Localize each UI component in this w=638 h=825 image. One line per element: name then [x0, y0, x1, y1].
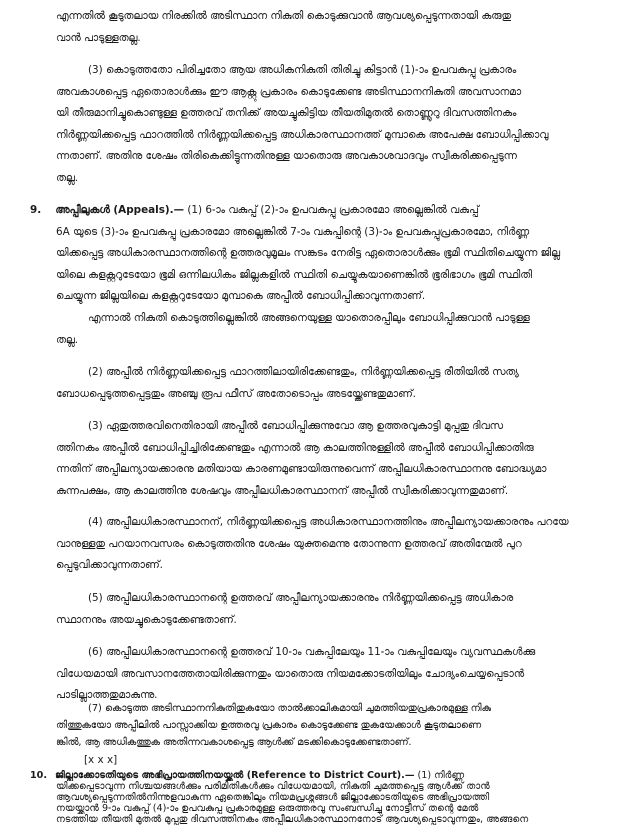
text-line: (2) അപ്പീൽ നിർണ്ണയിക്കപ്പെട്ട ഫാറത്തിലായിരിക്കേണ്ടതും, നിർണ്ണയിക്കപ്പെട്ട രീതിയിൽ സത്യ — [88, 366, 519, 378]
section-number: 10. — [30, 770, 47, 781]
text-line — [30, 770, 592, 781]
text-line: യി തീരുമാനിച്ചുകൊണ്ടുള്ള ഉത്തരവ് തനിക്ക് അയച്ചുകിട്ടിയ തീയതിമുതൽ തൊണ്ണൂറു ദിവസത്തിനകം — [56, 107, 517, 119]
text-line: യിക്കപ്പെട്ട അധികാരസ്ഥാനത്തിന്റെ ഉത്തരവുമൂലം സങ്കടം നേരിട്ട ഏതൊരാൾക്കും ഭൂമി സ്ഥിതിചെയ്യുന്ന ജില്ല — [56, 247, 561, 259]
text-line: (6) അപ്പീലധികാരസ്ഥാനന്റെ ഉത്തരവ് 10-ാം വകുപ്പിലേയും 11-ാം വകുപ്പിലേയും വ്യവസ്ഥകൾക്കു — [88, 646, 536, 658]
text-line: അവകാശപ്പെട്ട ഏതൊരാൾക്കും ഈ ആക്റ്റു പ്രകാരം കൊടുക്കേണ്ട അടിസ്ഥാനനികുതി അവസാനമാ — [56, 85, 522, 98]
text-line: യിലെ കളക്റ്ററുടേയോ ഭൂമി ഒന്നിലധികം ജില്ലകളിൽ സ്ഥിതി ചെയ്യുകയാണെങ്കിൽ ഭൂരിഭാഗം ഭൂമി സ്ഥിതി — [56, 268, 533, 281]
subsection-9-2 — [56, 362, 592, 405]
omission-marker — [84, 752, 204, 768]
subsection-9-6 — [56, 642, 592, 707]
text-line: ചെയ്യുന്ന ജില്ലയിലെ കളക്റ്ററുടേയോ മുമ്പാകെ അപ്പീൽ ബോധിപ്പിക്കാവുന്നതാണ്. — [56, 290, 426, 302]
text-line: കുന്നപക്ഷം, ആ കാലത്തിനു ശേഷവും അപ്പീലധികാരസ്ഥാനന് അപ്പീൽ സ്വീകരിക്കാവുന്നതുമാണ്. — [56, 484, 509, 497]
text-line: സ്ഥാനനും അയച്ചുകൊടുക്കേണ്ടതാണ്. — [56, 613, 237, 626]
text-line: ന്നതാണ്. അതിനു ശേഷം തിരികെക്കിട്ടുന്നതിനുള്ള യാതൊരു അവകാശവാദവും സ്വീകരിക്കപ്പെടുന്ന — [56, 150, 517, 162]
section-heading: ജില്ലാക്കോടതിയുടെ അഭിപ്രായത്തിനയയ്ക്കൽ (Reference to District Court).— — [55, 770, 415, 781]
text-span: (1) 6-ാം വകുപ്പ് (2)-ാം ഉപവകുപ്പു പ്രകാരമോ അല്ലെങ്കിൽ വകുപ്പ് — [187, 204, 479, 216]
subsection-9-4 — [56, 512, 592, 577]
text-line: തിത്തുകയോ അപ്പീലിൽ പാസ്സാക്കിയ ഉത്തരവു പ്രകാരം കൊടുക്കേണ്ട തുകയേക്കാൾ കൂടുതലാണെ — [56, 720, 481, 731]
subsection-9-7 — [56, 700, 592, 751]
text-line: തല്ല. — [56, 171, 79, 184]
text-line — [30, 200, 592, 222]
text-line: പാടില്ലാത്തതുമാകുന്നു. — [56, 689, 158, 701]
text-line: എന്നതിൽ കൂടുതലായ നിരക്കിൽ അടിസ്ഥാന നികുതി കൊടുക്കുവാൻ ആവശ്യപ്പെടുന്നതായി കരുതു — [56, 10, 512, 22]
section-number: 9. — [30, 204, 42, 216]
text-line: (4) അപ്പീലധികാരസ്ഥാനന്, നിർണ്ണയിക്കപ്പെട്ട അധികാരസ്ഥാനത്തിനും അപ്പീലന്യായക്കാരനും പറയേ — [88, 516, 569, 528]
text-line: ന്നതിന് അപ്പീലന്യായക്കാരനു മതിയായ കാരണമുണ്ടായിരുന്നുവെന്ന് അപ്പീലധികാരസ്ഥാനനു ബോദ്ധ്യമാ — [56, 463, 547, 475]
paragraph-continuation — [56, 6, 592, 49]
text-line: (5) അപ്പീലധികാരസ്ഥാനന്റെ ഉത്തരവ് അപ്പീലന്യായക്കാരനും നിർണ്ണയിക്കപ്പെട്ട അധികാര — [88, 592, 514, 604]
text-line: ത്തിനകം അപ്പീൽ ബോധിപ്പിച്ചിരിക്കേണ്ടതും എന്നാൽ ആ കാലത്തിനുള്ളിൽ അപ്പീൽ ബോധിപ്പിക്കാതിരു — [56, 441, 534, 454]
text-line: എന്നാൽ നികുതി കൊടുത്തില്ലെങ്കിൽ അങ്ങനെയുള്ള യാതൊരപ്പീലും ബോധിപ്പിക്കുവാൻ പാടുള്ള — [88, 312, 530, 324]
text-line: വാനുള്ളതു പറയാനവസരം കൊടുത്തതിനു ശേഷം യുക്തമെന്നു തോന്നുന്ന ഉത്തരവ് അതിന്മേൽ പുറ — [56, 537, 522, 550]
text-line: (7) കൊടുത്ത അടിസ്ഥാനനികുതിതുകയോ താൽക്കാലികമായി ചുമത്തിയതുപ്രകാരമുള്ള നികു — [88, 703, 491, 714]
subsection-9-5 — [56, 588, 592, 631]
text-line: ആവശ്യപ്പെടുന്നതിൽനിന്നുളവാകുന്ന ഏതെങ്കിലും നിയമപ്രശ്നങ്ങൾ ജില്ലാക്കോടതിയുടെ അഭിപ്രായത്തി — [56, 792, 490, 803]
text-line: തല്ല. — [56, 333, 79, 346]
text-line: യിക്കപ്പെടാവുന്ന നിശ്ചയങ്ങൾക്കും പരിമിതികൾക്കും വിധേയമായി, നികുതി ചുമത്തപ്പെട്ട ആൾക്ക് താൻ — [56, 781, 490, 792]
text-line: വിധേയമായി അവസാനത്തേതായിരിക്കുന്നതും യാതൊരു നിയമക്കോടതിയിലും ചോദ്യംചെയ്യപ്പെടാൻ — [56, 667, 525, 680]
text-line: നടത്തിയ തീയതി മുതൽ മുപ്പതു ദിവസത്തിനകം അപ്പീലധികാരസ്ഥാനനോട് ആവശ്യപ്പെടാവുന്നതും, അങ്ങനെ — [56, 814, 529, 825]
section-heading: അപ്പീലുകൾ (Appeals).— — [55, 204, 184, 216]
text-line: [x x x] — [84, 754, 118, 766]
subsection-9-3 — [56, 416, 592, 502]
text-line: (3) കൊടുത്തതോ പിരിച്ചതോ ആയ അധികനികുതി തിരിച്ചു കിട്ടാൻ (1)-ാം ഉപവകുപ്പു പ്രകാരം — [88, 64, 517, 76]
text-span: (1) നിർണ്ണ — [417, 770, 465, 781]
text-line: നിർണ്ണയിക്കപ്പെട്ട ഫാറത്തിൽ നിർണ്ണയിക്കപ്പെട്ട അധികാരസ്ഥാനത്ത് മുമ്പാകെ അപേക്ഷ ബോധിപ്പിക്കാവു — [56, 128, 549, 141]
text-line: ങ്കിൽ, ആ അധികത്തുക അതിന്നവകാശപ്പെട്ട ആൾക്ക് മടക്കികൊടുക്കേണ്ടതാണ്. — [56, 737, 412, 748]
text-line: നയയ്ക്കാൻ 9-ാം വകുപ്പ് (4)-ാം ഉപവകുപ്പു പ്രകാരമുള്ള ഒരുത്തരവു സംബന്ധിച്ചു നോട്ടീസ് തന്റെ മേൽ — [56, 803, 479, 814]
text-line: പ്പെടുവിക്കാവുന്നതാണ്. — [56, 559, 163, 571]
section-9 — [30, 200, 592, 308]
section-10 — [30, 770, 592, 825]
text-line: ബോധപ്പെടുത്തപ്പെട്ടതും അഞ്ചു രൂപ ഫീസ് അതോടൊപ്പം അടയ്ക്കേണ്ടതുമാണ്. — [56, 387, 416, 400]
text-line: (3) ഏതുത്തരവിനെതിരായി അപ്പീൽ ബോധിപ്പിക്കുന്നുവോ ആ ഉത്തരവുകാട്ടി മുപ്പതു ദിവസ — [88, 420, 503, 432]
subsection-3 — [56, 60, 592, 189]
text-line: 6A യുടെ (3)-ാം ഉപവകുപ്പു പ്രകാരമോ അല്ലെങ്കിൽ 7-ാം വകുപ്പിന്റെ (3)-ാം ഉപവകുപ്പുപ്രകാരമോ, നിർണ്ണ — [56, 225, 530, 238]
text-line: വാൻ പാടുള്ളതല്ല. — [56, 31, 141, 44]
proviso-section-9 — [56, 308, 592, 351]
